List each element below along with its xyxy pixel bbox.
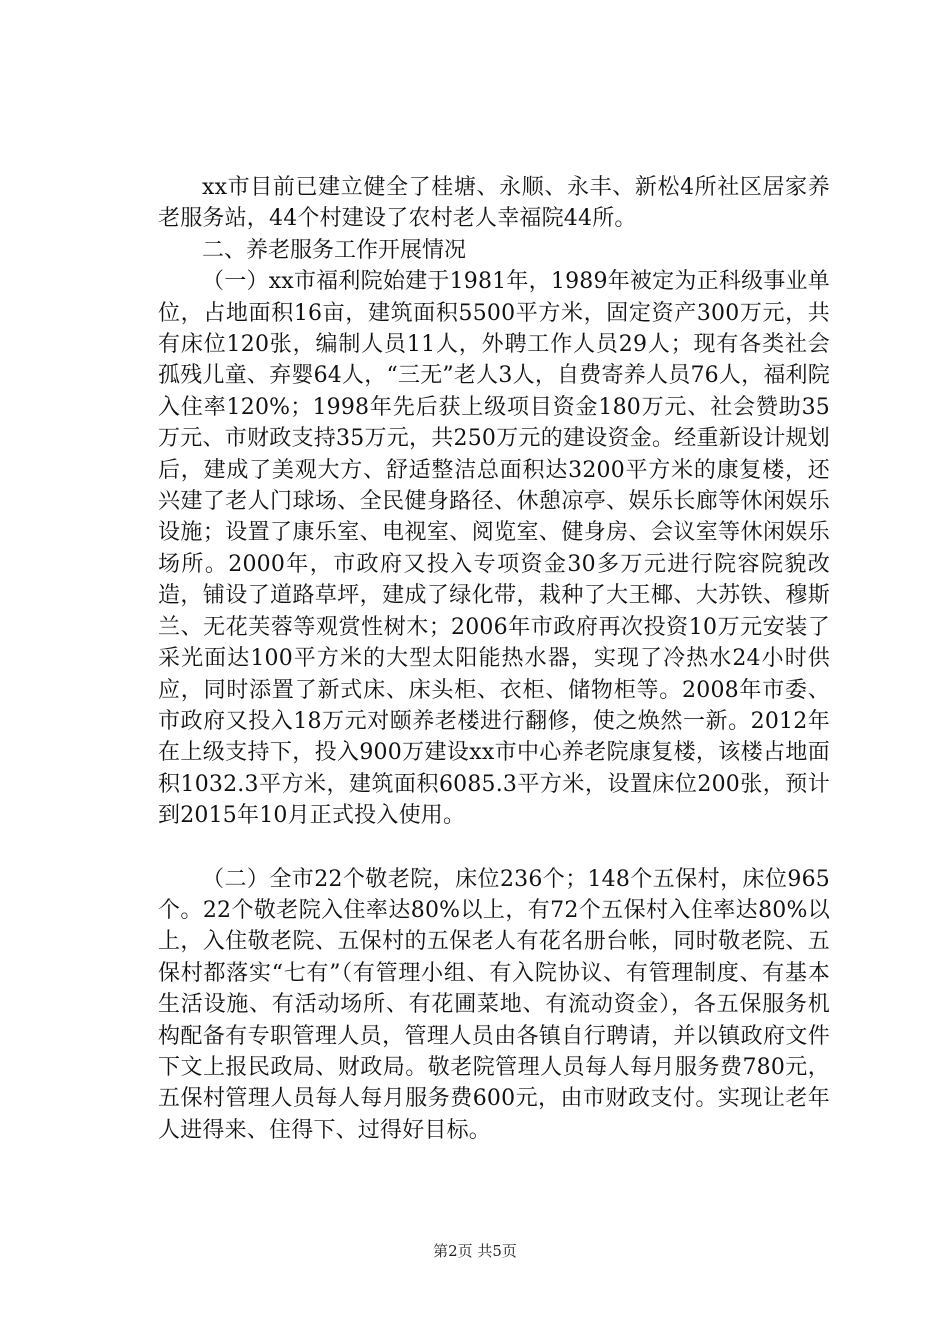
paragraph-community-stations: xx市目前已建立健全了桂塘、永顺、永丰、新松4所社区居家养老服务站，44个村建设了农村老人幸福院44所。 (158, 175, 830, 232)
paragraph-nursing-homes: （二）全市22个敬老院，床位236个；148个五保村，床位965个。22个敬老院入住率达80%以上，有72个五保村入住率达80%以上，入住敬老院、五保村的五保老人有花名册台帐，同时敬老院、五保村都落实“七有”（有管理小组、有入院协议、有管理制度、有基本生活设施、有活动场所、有花圃菜地、有流动资金），各五保服务机构配备有专职管理人员，管理人员由各镇自行聘请，并以镇政府文件下文上报民政局、财政局。敬老院管理人员每人每月服务费780元，五保村管理人员每人每月服务费600元，由市财政支付。实现让老年人进得来、住得下、过得好目标。 (158, 866, 830, 1143)
paragraph-gap (158, 832, 830, 864)
document-body (158, 172, 830, 1146)
paragraph-welfare-institute: （一）xx市福利院始建于1981年，1989年被定为正科级事业单位，占地面积16亩，建筑面积5500平方米，固定资产300万元，共有床位120张，编制人员11人，外聘工作人员29人；现有各类社会孤残儿童、弃婴64人，“三无”老人3人，自费寄养人员76人，福利院入住率120%；1998年先后获上级项目资金180万元、社会赞助35万元、市财政支持35万元，共250万元的建设资金。经重新设计规划后，建成了美观大方、舒适整洁总面积达3200平方米的康复楼，还兴建了老人门球场、全民健身路径、休憩凉亭、娱乐长廊等休闲娱乐设施；设置了康乐室、电视室、阅览室、健身房、会议室等休闲娱乐场所。2000年，市政府又投入专项资金30多万元进行院容院貌改造，铺设了道路草坪，建成了绿化带，栽种了大王椰、大苏铁、穆斯兰、无花芙蓉等观赏性树木；2006年市政府再次投资10万元安装了采光面达100平方米的大型太阳能热水器，实现了冷热水24小时供应，同时添置了新式床、床头柜、衣柜、储物柜等。2008年市委、市政府又投入18万元对颐养老楼进行翻修，使之焕然一新。2012年在上级支持下，投入900万建设xx市中心养老院康复楼，该楼占地面积1032.3平方米，建筑面积6085.3平方米，设置床位200张，预计到2015年10月正式投入使用。 (158, 269, 830, 829)
page-number-footer: 第2页 共5页 (433, 1242, 517, 1260)
section-heading: 二、养老服务工作开展情况 (202, 237, 467, 263)
